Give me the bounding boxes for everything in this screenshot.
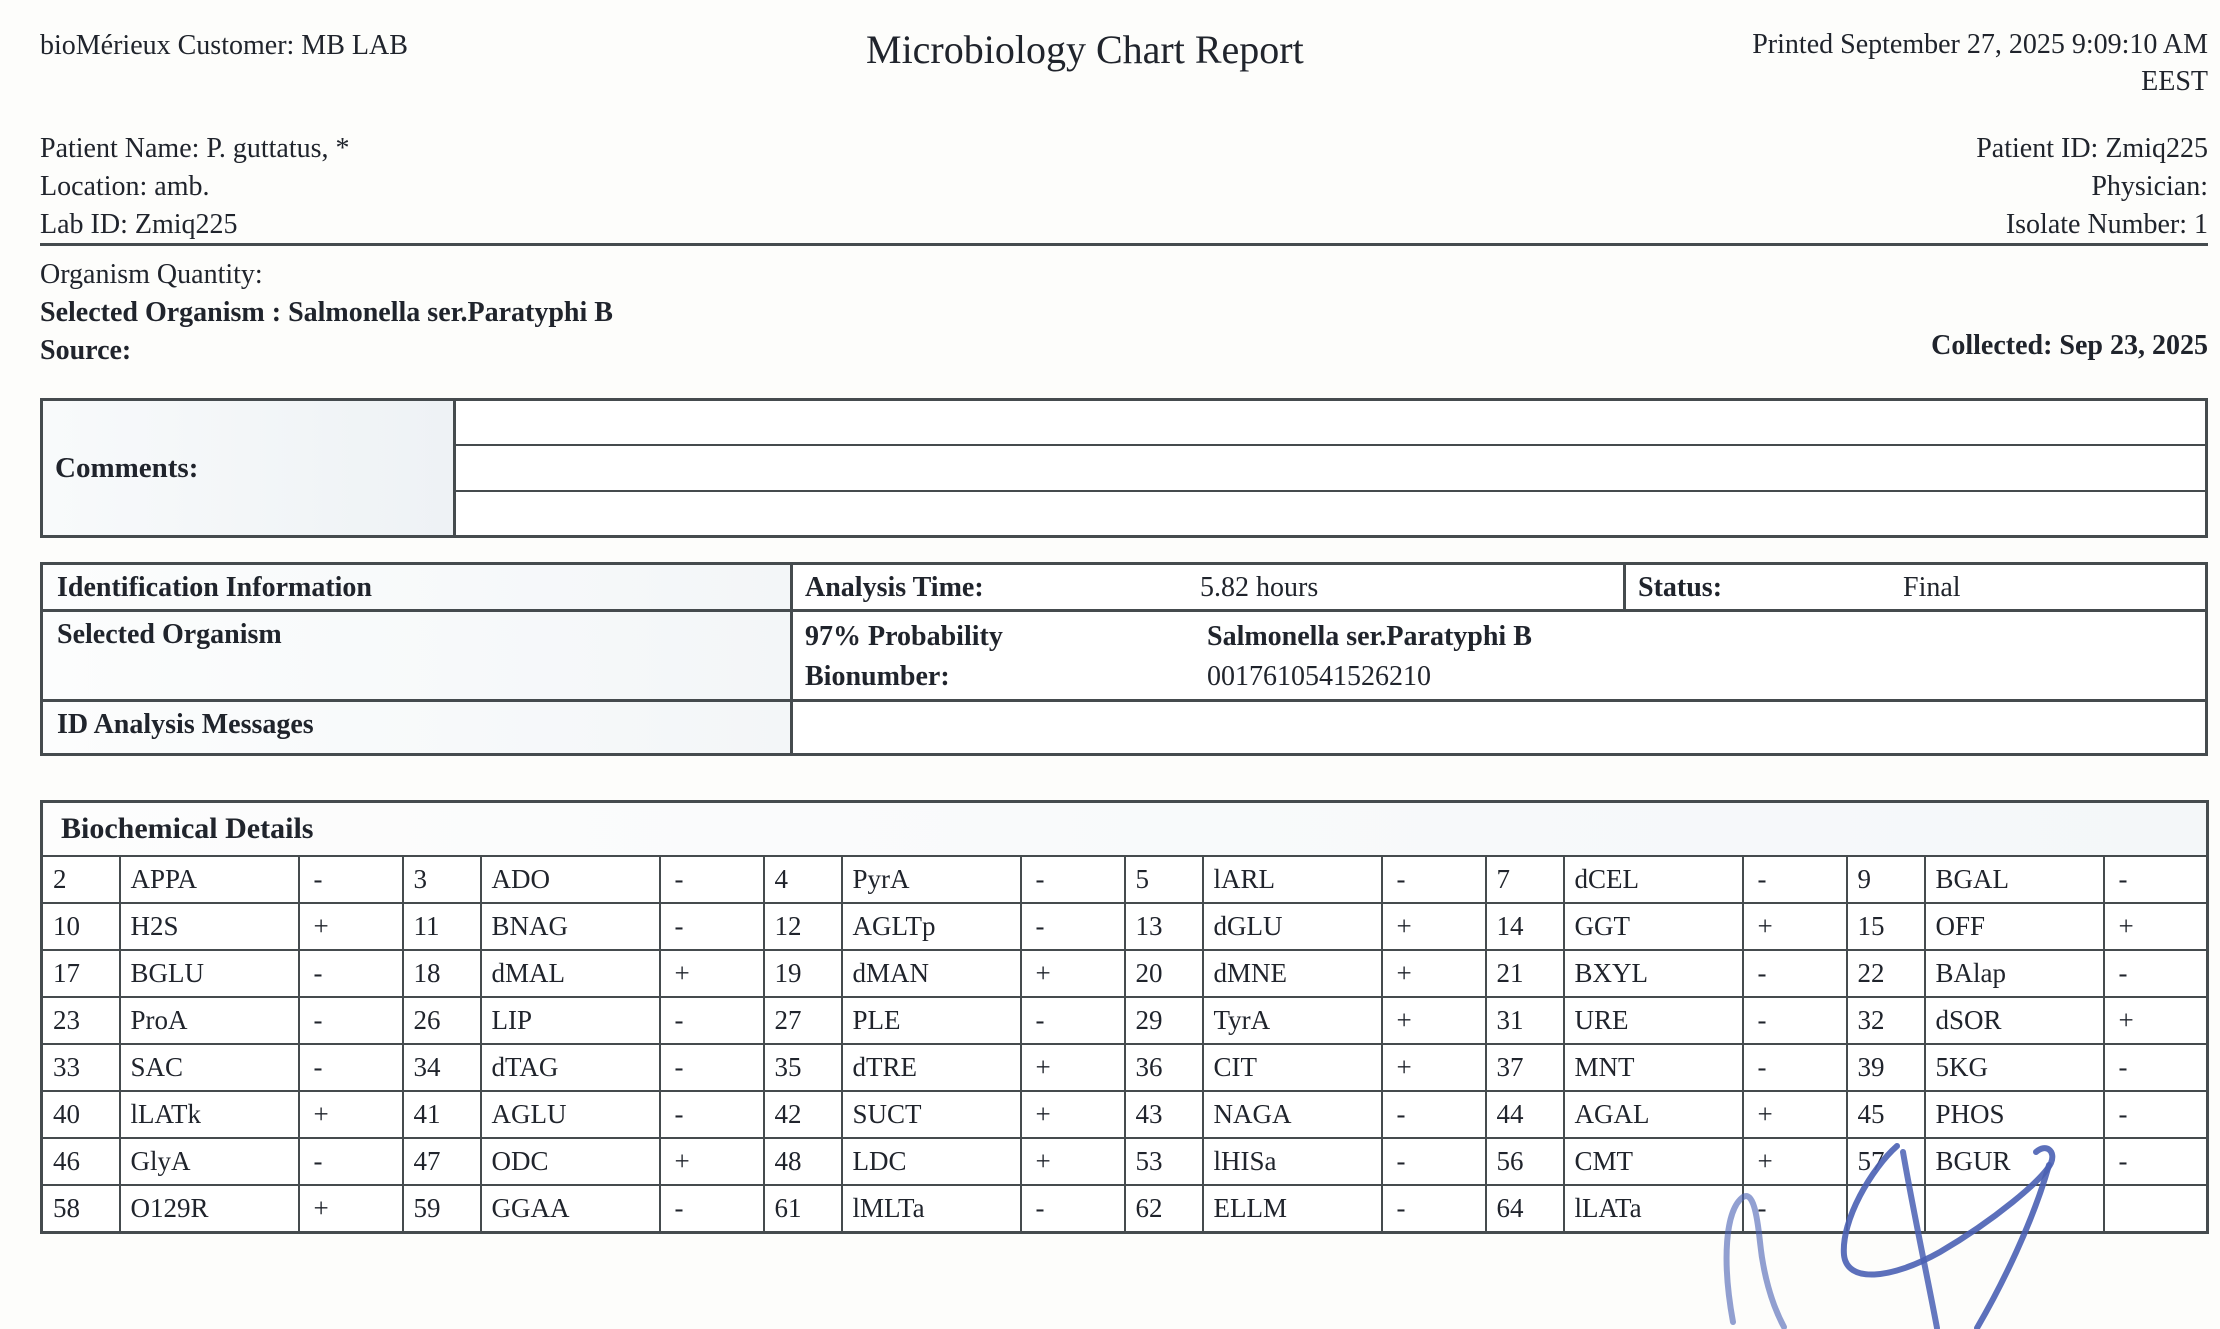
test-code-cell: 5KG [1925, 1044, 2104, 1091]
id-messages-label: ID Analysis Messages [43, 702, 793, 753]
test-result-cell: - [660, 856, 764, 903]
test-code-cell: dTRE [842, 1044, 1021, 1091]
organism-block [40, 256, 613, 370]
test-code-cell: O129R [120, 1185, 299, 1233]
well-number-cell: 27 [764, 997, 842, 1044]
well-number-cell: 62 [1125, 1185, 1203, 1233]
test-result-cell: - [299, 856, 403, 903]
well-number-cell: 21 [1486, 950, 1564, 997]
printed-timestamp [1752, 26, 2208, 100]
well-number-cell: 33 [42, 1044, 120, 1091]
id-messages-row [43, 702, 2205, 753]
biochemical-row [42, 1185, 2208, 1233]
test-code-cell: BGLU [120, 950, 299, 997]
comment-line [456, 401, 2205, 446]
well-number-cell: 47 [403, 1138, 481, 1185]
test-code-cell [1925, 1185, 2104, 1233]
well-number-cell: 10 [42, 903, 120, 950]
isolate-number-line: Isolate Number: 1 [2005, 209, 2208, 240]
test-result-cell [2104, 1185, 2208, 1233]
well-number-cell: 35 [764, 1044, 842, 1091]
test-result-cell: - [1382, 1138, 1486, 1185]
test-result-cell: + [2104, 903, 2208, 950]
biochemical-table [40, 800, 2209, 1234]
test-code-cell: BNAG [481, 903, 660, 950]
test-code-cell: OFF [1925, 903, 2104, 950]
well-number-cell: 17 [42, 950, 120, 997]
patient-location-line: Location: amb. [40, 171, 210, 202]
well-number-cell: 9 [1847, 856, 1925, 903]
test-result-cell: - [1021, 903, 1125, 950]
organism-quantity-line: Organism Quantity: [40, 259, 263, 290]
well-number-cell: 41 [403, 1091, 481, 1138]
test-result-cell: - [1021, 997, 1125, 1044]
well-number-cell: 26 [403, 997, 481, 1044]
test-code-cell: ADO [481, 856, 660, 903]
test-code-cell: lLATk [120, 1091, 299, 1138]
test-result-cell: - [2104, 856, 2208, 903]
test-result-cell: - [1743, 1185, 1847, 1233]
test-code-cell: dMNE [1203, 950, 1382, 997]
organism-result-cell [793, 612, 2205, 699]
test-result-cell: - [2104, 1091, 2208, 1138]
biochemical-row [42, 1091, 2208, 1138]
test-code-cell: lLATa [1564, 1185, 1743, 1233]
comments-box [40, 398, 2208, 538]
organism-name: Salmonella ser.Paratyphi B [1207, 621, 1532, 652]
test-code-cell: PyrA [842, 856, 1021, 903]
test-result-cell: - [1743, 950, 1847, 997]
test-code-cell: ELLM [1203, 1185, 1382, 1233]
test-result-cell: + [1021, 1091, 1125, 1138]
test-code-cell: ODC [481, 1138, 660, 1185]
biochemical-section-title: Biochemical Details [42, 802, 2208, 857]
test-code-cell: dGLU [1203, 903, 1382, 950]
patient-name-line: Patient Name: P. guttatus, * [40, 133, 350, 164]
well-number-cell: 39 [1847, 1044, 1925, 1091]
printed-line-1: Printed September 27, 2025 9:09:10 AM [1752, 29, 2208, 60]
test-code-cell: SAC [120, 1044, 299, 1091]
test-result-cell: - [1743, 1044, 1847, 1091]
test-code-cell: H2S [120, 903, 299, 950]
printed-line-2: EEST [2141, 66, 2208, 97]
test-code-cell: AGLTp [842, 903, 1021, 950]
test-code-cell: MNT [1564, 1044, 1743, 1091]
well-number-cell: 7 [1486, 856, 1564, 903]
test-code-cell: SUCT [842, 1091, 1021, 1138]
source-line: Source: [40, 335, 132, 366]
test-result-cell: + [1382, 1044, 1486, 1091]
analysis-time-label: Analysis Time: [805, 572, 984, 603]
bionumber-label: Bionumber: [805, 661, 950, 692]
test-code-cell: GGT [1564, 903, 1743, 950]
physician-line: Physician: [2091, 171, 2208, 202]
well-number-cell: 53 [1125, 1138, 1203, 1185]
test-result-cell: - [1743, 997, 1847, 1044]
biochemical-row [42, 1138, 2208, 1185]
status-cell [1626, 565, 2205, 609]
test-result-cell: + [1021, 1138, 1125, 1185]
collected-date: Collected: Sep 23, 2025 [1931, 330, 2208, 361]
id-messages-value [793, 702, 2205, 753]
test-code-cell: GlyA [120, 1138, 299, 1185]
status-label: Status: [1638, 572, 1723, 603]
test-result-cell: + [299, 1185, 403, 1233]
report-title: Microbiology Chart Report [866, 27, 1304, 72]
test-result-cell: - [1382, 1091, 1486, 1138]
bionumber-line [793, 657, 2205, 697]
comments-lines-area [456, 401, 2205, 535]
comment-line [456, 446, 2205, 491]
test-code-cell: dTAG [481, 1044, 660, 1091]
analysis-time-value: 5.82 hours [1200, 572, 1319, 603]
biochemical-row [42, 856, 2208, 903]
lab-id-line: Lab ID: Zmiq225 [40, 209, 238, 240]
test-result-cell: - [660, 1185, 764, 1233]
test-code-cell: NAGA [1203, 1091, 1382, 1138]
test-code-cell: GGAA [481, 1185, 660, 1233]
id-organism-row [43, 612, 2205, 702]
test-code-cell: CIT [1203, 1044, 1382, 1091]
test-result-cell: + [2104, 997, 2208, 1044]
test-code-cell: BGAL [1925, 856, 2104, 903]
well-number-cell: 46 [42, 1138, 120, 1185]
test-result-cell: - [660, 997, 764, 1044]
test-result-cell: - [2104, 950, 2208, 997]
test-result-cell: - [2104, 1044, 2208, 1091]
well-number-cell: 19 [764, 950, 842, 997]
well-number-cell: 34 [403, 1044, 481, 1091]
identification-table [40, 562, 2208, 756]
patient-info-right [1976, 130, 2208, 244]
well-number-cell: 48 [764, 1138, 842, 1185]
well-number-cell: 14 [1486, 903, 1564, 950]
well-number-cell: 45 [1847, 1091, 1925, 1138]
test-result-cell: + [1021, 950, 1125, 997]
test-result-cell: - [299, 997, 403, 1044]
test-result-cell: - [2104, 1138, 2208, 1185]
comment-line [456, 492, 2205, 535]
well-number-cell: 36 [1125, 1044, 1203, 1091]
test-code-cell: AGLU [481, 1091, 660, 1138]
test-result-cell: - [299, 1044, 403, 1091]
well-number-cell: 57 [1847, 1138, 1925, 1185]
test-code-cell: ProA [120, 997, 299, 1044]
well-number-cell: 4 [764, 856, 842, 903]
test-result-cell: - [660, 1091, 764, 1138]
test-result-cell: + [1382, 950, 1486, 997]
well-number-cell: 11 [403, 903, 481, 950]
test-code-cell: LDC [842, 1138, 1021, 1185]
well-number-cell: 18 [403, 950, 481, 997]
test-result-cell: + [660, 1138, 764, 1185]
test-result-cell: - [299, 1138, 403, 1185]
well-number-cell: 20 [1125, 950, 1203, 997]
test-result-cell: - [1382, 1185, 1486, 1233]
test-result-cell: + [1382, 903, 1486, 950]
test-result-cell: - [1021, 1185, 1125, 1233]
analysis-time-cell [793, 565, 1626, 609]
test-code-cell: dSOR [1925, 997, 2104, 1044]
well-number-cell: 32 [1847, 997, 1925, 1044]
test-result-cell: + [1743, 1091, 1847, 1138]
well-number-cell [1847, 1185, 1925, 1233]
well-number-cell: 37 [1486, 1044, 1564, 1091]
well-number-cell: 64 [1486, 1185, 1564, 1233]
well-number-cell: 5 [1125, 856, 1203, 903]
well-number-cell: 29 [1125, 997, 1203, 1044]
id-header-row [43, 565, 2205, 612]
well-number-cell: 3 [403, 856, 481, 903]
biochemical-row [42, 950, 2208, 997]
test-code-cell: dMAL [481, 950, 660, 997]
test-result-cell: + [299, 1091, 403, 1138]
test-code-cell: PHOS [1925, 1091, 2104, 1138]
test-code-cell: BXYL [1564, 950, 1743, 997]
test-result-cell: + [299, 903, 403, 950]
well-number-cell: 43 [1125, 1091, 1203, 1138]
well-number-cell: 2 [42, 856, 120, 903]
comments-label: Comments: [43, 401, 456, 535]
test-code-cell: lMLTa [842, 1185, 1021, 1233]
biochemical-row [42, 1044, 2208, 1091]
test-result-cell: - [1382, 856, 1486, 903]
header-rule [40, 243, 2208, 246]
test-result-cell: - [660, 1044, 764, 1091]
test-result-cell: + [1743, 1138, 1847, 1185]
well-number-cell: 31 [1486, 997, 1564, 1044]
test-code-cell: PLE [842, 997, 1021, 1044]
test-code-cell: LIP [481, 997, 660, 1044]
test-result-cell: - [299, 950, 403, 997]
well-number-cell: 15 [1847, 903, 1925, 950]
probability-line [793, 617, 2205, 657]
well-number-cell: 58 [42, 1185, 120, 1233]
biochemical-row [42, 903, 2208, 950]
test-code-cell: lHISa [1203, 1138, 1382, 1185]
well-number-cell: 22 [1847, 950, 1925, 997]
customer-label: bioMérieux Customer: MB LAB [40, 30, 408, 61]
biochemical-row [42, 997, 2208, 1044]
test-code-cell: CMT [1564, 1138, 1743, 1185]
test-result-cell: + [1382, 997, 1486, 1044]
selected-organism-line: Selected Organism : Salmonella ser.Paratyphi B [40, 297, 613, 328]
test-result-cell: - [1743, 856, 1847, 903]
biochemical-header-row [42, 802, 2208, 857]
well-number-cell: 13 [1125, 903, 1203, 950]
well-number-cell: 40 [42, 1091, 120, 1138]
test-result-cell: - [1021, 856, 1125, 903]
test-code-cell: APPA [120, 856, 299, 903]
test-code-cell: BGUR [1925, 1138, 2104, 1185]
test-result-cell: - [660, 903, 764, 950]
well-number-cell: 42 [764, 1091, 842, 1138]
test-code-cell: TyrA [1203, 997, 1382, 1044]
well-number-cell: 44 [1486, 1091, 1564, 1138]
probability-value: 97% Probability [805, 621, 1003, 652]
selected-organism-label: Selected Organism [43, 612, 793, 699]
id-section-title: Identification Information [43, 565, 793, 609]
test-result-cell: + [660, 950, 764, 997]
bionumber-value: 0017610541526210 [1207, 661, 1431, 692]
test-code-cell: lARL [1203, 856, 1382, 903]
biochemical-table-body [42, 856, 2208, 1233]
well-number-cell: 61 [764, 1185, 842, 1233]
well-number-cell: 12 [764, 903, 842, 950]
well-number-cell: 56 [1486, 1138, 1564, 1185]
test-result-cell: + [1021, 1044, 1125, 1091]
test-code-cell: AGAL [1564, 1091, 1743, 1138]
well-number-cell: 23 [42, 997, 120, 1044]
test-code-cell: dCEL [1564, 856, 1743, 903]
well-number-cell: 59 [403, 1185, 481, 1233]
test-code-cell: URE [1564, 997, 1743, 1044]
test-code-cell: BAlap [1925, 950, 2104, 997]
patient-info-left [40, 130, 350, 244]
test-code-cell: dMAN [842, 950, 1021, 997]
test-result-cell: + [1743, 903, 1847, 950]
status-value: Final [1903, 572, 1961, 603]
patient-id-line: Patient ID: Zmiq225 [1976, 133, 2208, 164]
